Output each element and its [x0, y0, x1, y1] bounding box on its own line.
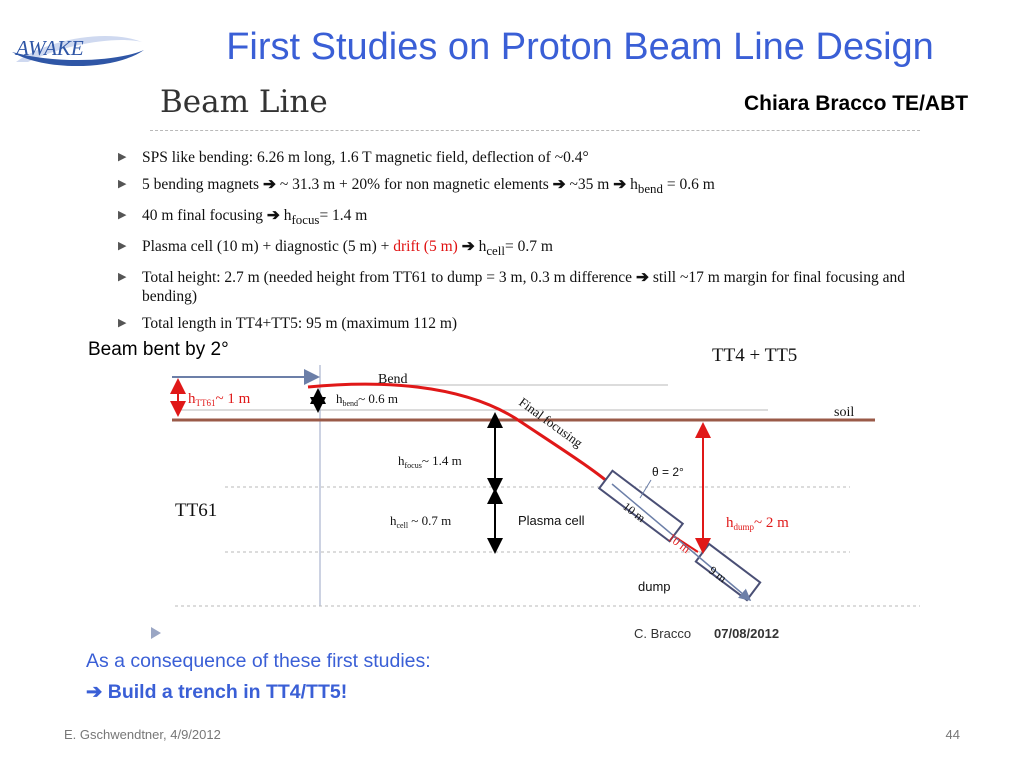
arrow-right-icon: ➔: [266, 207, 284, 225]
bullet-text: = 0.7 m: [504, 238, 553, 256]
h-symbol: h: [283, 207, 292, 225]
bullet-text: still ~17 m margin for final focusing and bending): [142, 269, 905, 306]
tt4-tt5-label: TT4 + TT5: [712, 345, 798, 366]
bullet-text: 5 bending magnets: [142, 176, 260, 193]
page-title: First Studies on Proton Beam Line Design: [226, 26, 934, 68]
bullet-text: = 0.6 m: [662, 176, 715, 193]
nine-m-label: 9 m: [706, 563, 730, 586]
credit-date: 07/08/2012: [714, 626, 780, 641]
arrow-right-icon: ➔: [262, 176, 280, 193]
bullet-triangle-icon: ▶: [118, 317, 127, 330]
bullet-text: SPS like bending: 6.26 m long, 1.6 T magnetic field, deflection of ~0.4°: [142, 149, 589, 166]
section-title: Beam Line: [160, 84, 328, 120]
ten-m-drift-label: 10 m: [665, 530, 694, 557]
theta-label: θ = 2°: [652, 465, 684, 479]
arrow-right-icon: ➔: [86, 681, 108, 703]
dump-label: dump: [638, 579, 671, 594]
h-bend-label: $h_{bend}\sim$ 0.6 m: [336, 391, 398, 408]
arrow-right-icon: ➔: [552, 176, 570, 193]
bend-label: Bend: [378, 372, 408, 387]
h-cell-label: $h_{cell}$ ~ 0.7 m: [390, 513, 452, 530]
h-symbol: h: [478, 238, 487, 256]
bullet-text: 40 m final focusing: [142, 207, 263, 225]
footer-author-date: E. Gschwendtner, 4/9/2012: [64, 727, 221, 742]
conclusion-action: Build a trench in TT4/TT5!: [107, 681, 348, 703]
arrow-right-icon: ➔: [635, 269, 653, 287]
bullet-triangle-icon: ▶: [118, 151, 127, 163]
bullet-text: Plasma cell (10 m) + diagnostic (5 m) +: [142, 238, 394, 256]
author-label: Chiara Bracco TE/ABT: [744, 92, 969, 115]
bullet-triangle-icon: ▶: [118, 178, 127, 190]
h-subscript: focus: [291, 212, 320, 228]
soil-label: soil: [834, 405, 855, 420]
h-subscript: cell: [486, 243, 505, 259]
h-subscript: bend: [637, 181, 663, 197]
h-focus-label: $h_{focus}\sim$ 1.4 m: [398, 453, 462, 470]
page-number: 44: [945, 727, 960, 742]
consequence-text: As a consequence of these first studies:: [86, 650, 431, 672]
plasma-cell-label: Plasma cell: [518, 513, 585, 528]
drift-highlight: drift (5 m): [393, 238, 458, 256]
h-tt61-label: $h_{TT61}\sim$ 1 m: [188, 391, 251, 408]
bullet-triangle-icon: ▶: [118, 209, 127, 222]
bullet-text: ~35 m: [569, 176, 610, 193]
bullet-text: Total length in TT4+TT5: 95 m (maximum 112 m): [142, 315, 458, 333]
bullet-triangle-icon: ▶: [118, 240, 127, 253]
bullet-text: Total height: 2.7 m (needed height from TT61 to dump = 3 m, 0.3 m difference: [142, 269, 633, 287]
logo-text: AWAKE: [16, 36, 84, 60]
bullet-text: ~ 31.3 m + 20% for non magnetic elements: [279, 176, 549, 193]
arrow-right-icon: ➔: [461, 238, 479, 256]
credit-name: C. Bracco: [634, 626, 692, 641]
dump-box: [696, 544, 760, 600]
arrow-right-icon: ➔: [613, 176, 631, 193]
footer-triangle-icon: [151, 627, 161, 639]
bullet-triangle-icon: ▶: [118, 271, 127, 284]
h-dump-label: $h_{dump}\sim$ 2 m: [726, 515, 789, 532]
final-focusing-label: Final focusing: [516, 394, 586, 451]
tt61-label: TT61: [175, 500, 218, 521]
bullet-text: = 1.4 m: [319, 207, 368, 225]
plasma-cell-box: [599, 471, 683, 542]
conclusion-text: [86, 680, 347, 704]
diagram-caption: Beam bent by 2°: [88, 339, 229, 360]
h-symbol: h: [630, 176, 638, 193]
ten-m-box-label: 10 m: [620, 499, 649, 526]
